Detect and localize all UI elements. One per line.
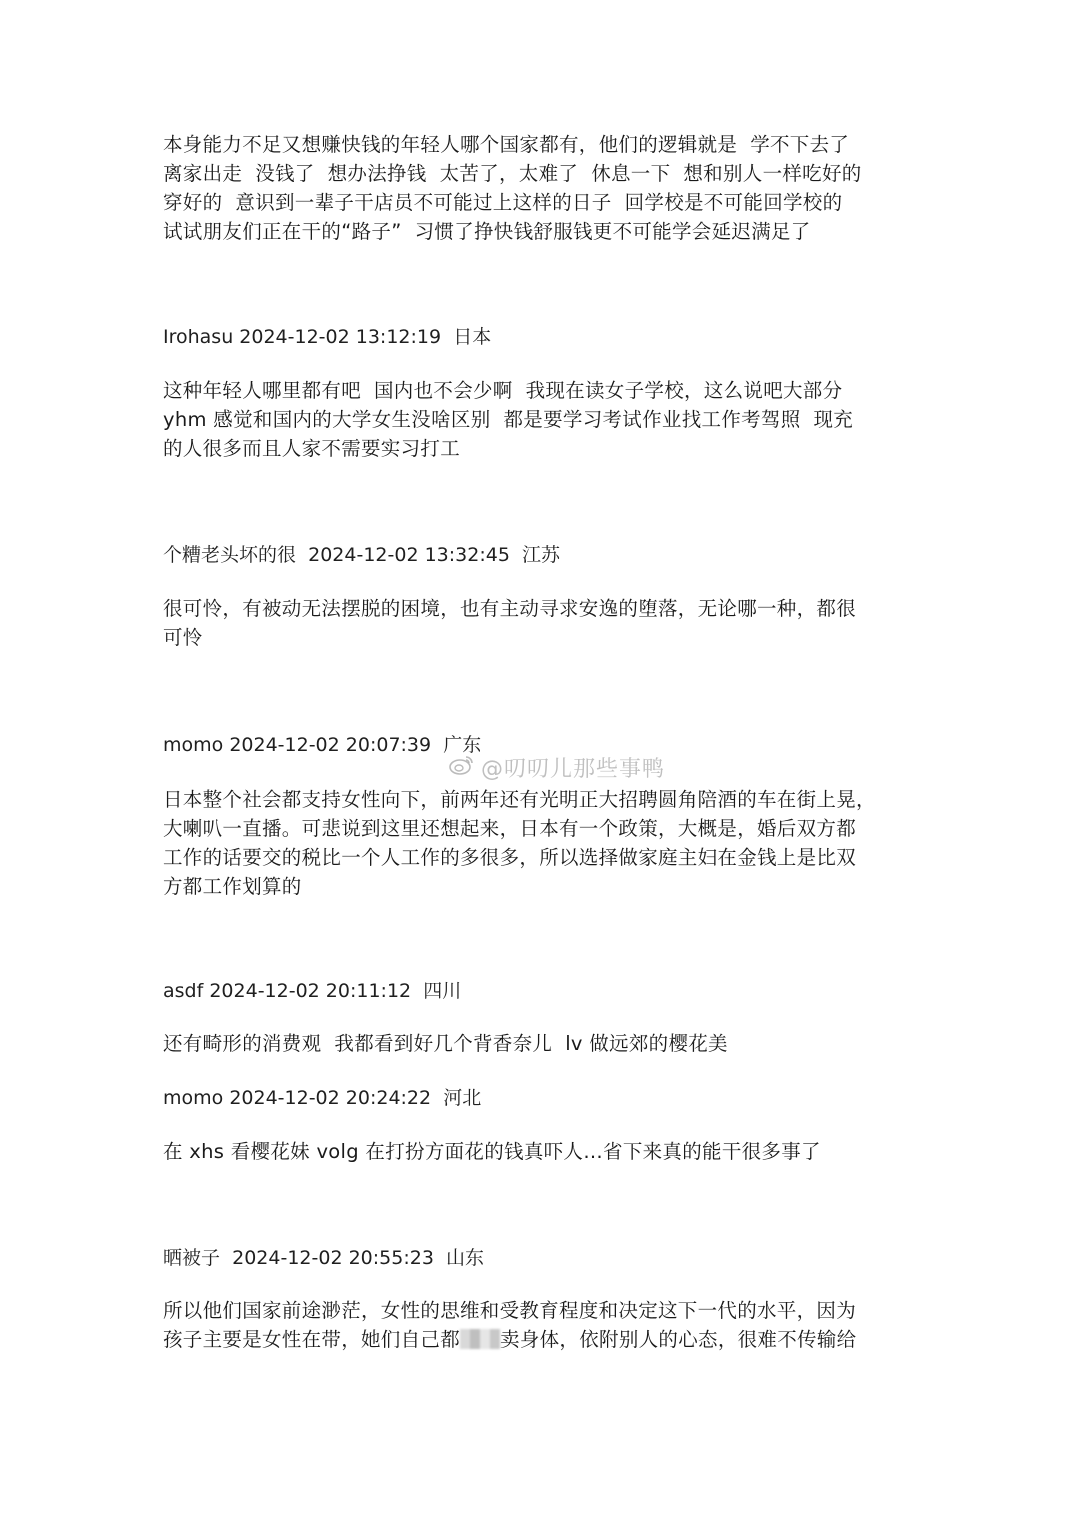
- intro-paragraph: [163, 130, 923, 246]
- comment-region: 河北: [443, 1087, 482, 1109]
- comment-user: momo: [163, 734, 224, 756]
- comment-line: [163, 1325, 923, 1354]
- comment-user: asdf: [163, 980, 204, 1002]
- comment-meta: [163, 324, 923, 350]
- comment-time: 2024-12-02 13:32:45: [308, 544, 510, 566]
- intro-line: 穿好的 意识到一辈子干店员不可能过上这样的日子 回学校是不可能回学校的: [163, 191, 843, 214]
- comment-time: 2024-12-02 20:11:12: [209, 980, 412, 1002]
- comment-line: 所以他们国家前途渺茫，女性的思维和受教育程度和决定这下一代的水平，因为: [163, 1299, 857, 1322]
- comment-user: 晒被子: [163, 1247, 221, 1269]
- comment-line: 可怜: [163, 626, 203, 649]
- comment-meta: [163, 542, 923, 568]
- comment-user: momo: [163, 1087, 224, 1109]
- comment-line-fragment: 孩子主要是女性在带，她们自己都: [163, 1328, 461, 1351]
- comment-region: 广东: [443, 734, 482, 756]
- comment-meta: [163, 1245, 923, 1271]
- comment-body: [163, 1296, 923, 1354]
- comment-body: [163, 1137, 923, 1166]
- comment-body: [163, 1029, 923, 1058]
- intro-line: 离家出走 没钱了 想办法挣钱 太苦了，太难了 休息一下 想和别人一样吃好的: [163, 162, 862, 185]
- comment-meta: [163, 1085, 923, 1111]
- comment-meta: [163, 978, 923, 1004]
- comment-line: 大喇叭一直播。可悲说到这里还想起来，日本有一个政策，大概是，婚后双方都: [163, 817, 857, 840]
- watermark-text: @叨叨儿那些事鸭: [481, 757, 666, 782]
- comment-body: [163, 785, 923, 901]
- comment-line: 方都工作划算的: [163, 875, 302, 898]
- comment-line: yhm 感觉和国内的大学女生没啥区别 都是要学习考试作业找工作考驾照 现充: [163, 408, 854, 431]
- comment-time: 2024-12-02 13:12:19: [239, 326, 442, 348]
- comment-body: [163, 594, 923, 652]
- comment-line: 的人很多而且人家不需要实习打工: [163, 437, 461, 460]
- comment-line-fragment: 卖身体，依附别人的心态，很难不传输给: [500, 1328, 857, 1351]
- comment-line: 很可怜，有被动无法摆脱的困境，也有主动寻求安逸的堕落，无论哪一种，都很: [163, 597, 857, 620]
- comment-region: 日本: [453, 326, 492, 348]
- comment-time: 2024-12-02 20:55:23: [232, 1247, 434, 1269]
- redaction-mosaic: [460, 1329, 500, 1349]
- comment-line: 还有畸形的消费观 我都看到好几个背香奈儿 lv 做远郊的樱花美: [163, 1032, 728, 1055]
- comment-body: [163, 376, 923, 463]
- comment-line: 工作的话要交的税比一个人工作的多很多，所以选择做家庭主妇在金钱上是比双: [163, 846, 857, 869]
- comment-region: 江苏: [522, 544, 561, 566]
- comment-line: 日本整个社会都支持女性向下，前两年还有光明正大招聘圆角陪酒的车在街上晃，: [163, 788, 876, 811]
- comment-region: 四川: [423, 980, 462, 1002]
- comment-line: 这种年轻人哪里都有吧 国内也不会少啊 我现在读女子学校，这么说吧大部分: [163, 379, 843, 402]
- comment-user: 个糟老头坏的很: [163, 544, 297, 566]
- comment-time: 2024-12-02 20:07:39: [229, 734, 432, 756]
- intro-line: 本身能力不足又想赚快钱的年轻人哪个国家都有，他们的逻辑就是 学不下去了: [163, 133, 850, 156]
- comment-line: 在 xhs 看樱花妹 volg 在打扮方面花的钱真吓人…省下来真的能干很多事了: [163, 1140, 821, 1163]
- comment-region: 山东: [446, 1247, 485, 1269]
- comment-time: 2024-12-02 20:24:22: [229, 1087, 432, 1109]
- comment-meta: [163, 732, 923, 758]
- intro-line: 试试朋友们正在干的“路子” 习惯了挣快钱舒服钱更不可能学会延迟满足了: [163, 220, 811, 243]
- comment-user: Irohasu: [163, 326, 234, 348]
